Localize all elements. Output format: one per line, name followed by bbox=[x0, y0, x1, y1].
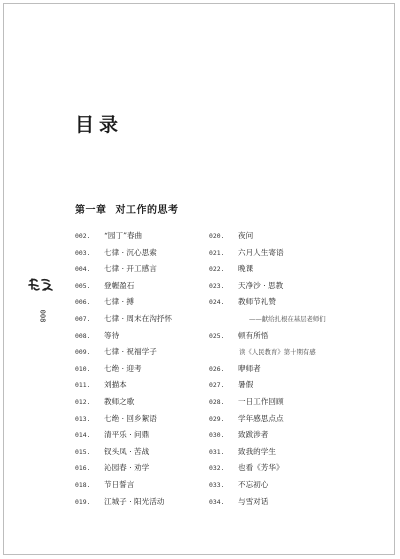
toc-entry-title: 致跋涉者 bbox=[238, 430, 269, 440]
toc-entry[interactable] bbox=[209, 361, 326, 378]
toc-entry-page: 020. bbox=[209, 232, 225, 240]
toc-entry-title: 学年感思点点 bbox=[238, 413, 284, 423]
toc-entry[interactable] bbox=[209, 427, 326, 444]
toc-entry-page: 024. bbox=[209, 298, 225, 307]
toc-entry-page: 027. bbox=[209, 381, 225, 390]
toc-entry-page: 028. bbox=[209, 397, 225, 406]
toc-entry[interactable] bbox=[209, 261, 326, 278]
toc-entry-page: 002. bbox=[75, 232, 91, 240]
toc-entry-title: 暑假 bbox=[238, 380, 254, 390]
toc-entry-title: 致我的学生 bbox=[238, 446, 276, 456]
toc-entry-page: 010. bbox=[75, 364, 91, 373]
toc-entry[interactable] bbox=[75, 278, 172, 295]
chapter-name: 对工作的思考 bbox=[115, 205, 179, 216]
toc-entry-title: 清平乐 · 问鼎 bbox=[104, 430, 150, 440]
toc-entry-page: 019. bbox=[75, 497, 91, 506]
toc-entry[interactable] bbox=[75, 228, 172, 245]
toc-entry-page: 023. bbox=[209, 281, 225, 290]
toc-entry-title: 七律 · 周末在沟抒怀 bbox=[104, 313, 172, 323]
toc-entry-page: 007. bbox=[75, 314, 91, 323]
toc-entry[interactable] bbox=[75, 294, 172, 311]
toc-entry-page: 026. bbox=[209, 364, 225, 373]
toc-entry-page: 015. bbox=[75, 447, 91, 456]
chapter-label: 第一章 bbox=[75, 205, 107, 216]
toc-entry-title: 钗头凤 · 苦战 bbox=[104, 446, 150, 456]
toc-entry-title: 七绝 · 回乡絮语 bbox=[104, 413, 157, 423]
toc-entry-title: 七律 · 祝福学子 bbox=[104, 347, 157, 357]
toc-entry[interactable] bbox=[75, 477, 172, 494]
toc-entry-page: 006. bbox=[75, 298, 91, 307]
toc-entry-page: 030. bbox=[209, 431, 225, 440]
toc-entry-page: 008. bbox=[75, 331, 91, 340]
toc-entry-title: 天净沙 · 思教 bbox=[238, 280, 284, 290]
toc-entry-title: “园丁”春曲 bbox=[104, 231, 143, 240]
toc-entry[interactable] bbox=[209, 477, 326, 494]
toc-entry-title: 教师节礼赞 bbox=[238, 297, 276, 307]
toc-entry-page: 031. bbox=[209, 447, 225, 456]
toc-entry[interactable] bbox=[75, 427, 172, 444]
page-number: 008 bbox=[38, 309, 47, 323]
toc-entry-title: 七绝 · 迎考 bbox=[104, 363, 142, 373]
chapter-heading bbox=[75, 201, 179, 216]
toc-entry-title: 咿师者 bbox=[238, 363, 261, 373]
toc-entry-page: 018. bbox=[75, 480, 91, 489]
toc-entry[interactable] bbox=[75, 494, 172, 511]
toc-entry-page: 025. bbox=[209, 331, 225, 340]
toc-entry[interactable] bbox=[209, 460, 326, 477]
toc-entry[interactable] bbox=[209, 294, 326, 311]
toc-entry[interactable] bbox=[209, 394, 326, 411]
toc-column-left bbox=[75, 228, 172, 510]
toc-entry[interactable] bbox=[75, 361, 172, 378]
toc-entry[interactable] bbox=[209, 444, 326, 461]
toc-entry-page: 022. bbox=[209, 265, 225, 274]
toc-entry[interactable] bbox=[209, 411, 326, 428]
toc-entry-title: 夜问 bbox=[238, 231, 254, 240]
toc-entry-page: 014. bbox=[75, 431, 91, 440]
toc-entry-title: 不忘初心 bbox=[238, 479, 269, 489]
toc-entry-title: 等待 bbox=[104, 330, 120, 340]
toc-entry-title: 与雪对话 bbox=[238, 496, 269, 506]
toc-entry[interactable] bbox=[209, 494, 326, 511]
toc-entry-title: 教师之歌 bbox=[104, 396, 135, 406]
toc-entry[interactable] bbox=[75, 377, 172, 394]
toc-entry[interactable] bbox=[209, 278, 326, 295]
toc-entry-title: 刘描本 bbox=[104, 380, 127, 390]
toc-entry-title: 节日誓言 bbox=[104, 479, 135, 489]
toc-entry[interactable] bbox=[75, 311, 172, 328]
toc-entry[interactable] bbox=[75, 444, 172, 461]
toc-entry[interactable] bbox=[209, 328, 326, 345]
toc-entry-page: 034. bbox=[209, 497, 225, 506]
toc-entry[interactable] bbox=[75, 394, 172, 411]
toc-entry-title: 登幄盈石 bbox=[104, 280, 135, 290]
toc-entry-title: 顿有所悟 bbox=[238, 330, 269, 340]
toc-entry-title: 沁园春 · 劝学 bbox=[104, 463, 150, 473]
toc-entry-title: 一日工作回顾 bbox=[238, 396, 284, 406]
toc-entry-page: 016. bbox=[75, 464, 91, 473]
toc-entry-page: 004. bbox=[75, 265, 91, 274]
toc-entry-page: 003. bbox=[75, 248, 91, 257]
toc-entry-title: 七律 · 沉心思索 bbox=[104, 247, 157, 257]
toc-entry-title: 六月人生寄语 bbox=[238, 247, 284, 257]
toc-entry-page: 013. bbox=[75, 414, 91, 423]
calligraphy-seal-icon bbox=[28, 275, 54, 293]
toc-entry[interactable] bbox=[209, 228, 326, 245]
toc-entry-subtitle: ——献给扎根在基层老师们 bbox=[249, 314, 326, 323]
page-title: 目录 bbox=[75, 114, 124, 136]
toc-entry[interactable] bbox=[75, 328, 172, 345]
toc-entry-title: 七律 · 开工感言 bbox=[104, 264, 157, 274]
toc-entry-page: 029. bbox=[209, 414, 225, 423]
toc-entry[interactable] bbox=[75, 245, 172, 262]
toc-entry-title: 江城子 · 阳光活动 bbox=[104, 496, 165, 506]
toc-entry[interactable] bbox=[209, 377, 326, 394]
toc-entry-subtitle: 读《人民教育》第十期有感 bbox=[239, 348, 316, 357]
toc-entry-page: 033. bbox=[209, 480, 225, 489]
toc-entry[interactable] bbox=[75, 411, 172, 428]
toc-entry[interactable] bbox=[75, 344, 172, 361]
toc-entry-page: 005. bbox=[75, 281, 91, 290]
toc-entry-title: 晚课 bbox=[238, 264, 254, 274]
toc-entry-page: 009. bbox=[75, 348, 91, 357]
toc-entry[interactable] bbox=[209, 245, 326, 262]
toc-entry-title: 也看《芳华》 bbox=[238, 463, 284, 473]
toc-entry[interactable] bbox=[75, 460, 172, 477]
toc-entry[interactable] bbox=[75, 261, 172, 278]
toc-column-right bbox=[209, 228, 326, 510]
toc-entry-page: 011. bbox=[75, 381, 91, 390]
toc-entry-page: 021. bbox=[209, 248, 225, 257]
toc-entry-page: 032. bbox=[209, 464, 225, 473]
page-frame bbox=[3, 3, 395, 555]
toc-entry-page: 012. bbox=[75, 397, 91, 406]
toc-entry-title: 七律 · 搏 bbox=[104, 297, 135, 307]
